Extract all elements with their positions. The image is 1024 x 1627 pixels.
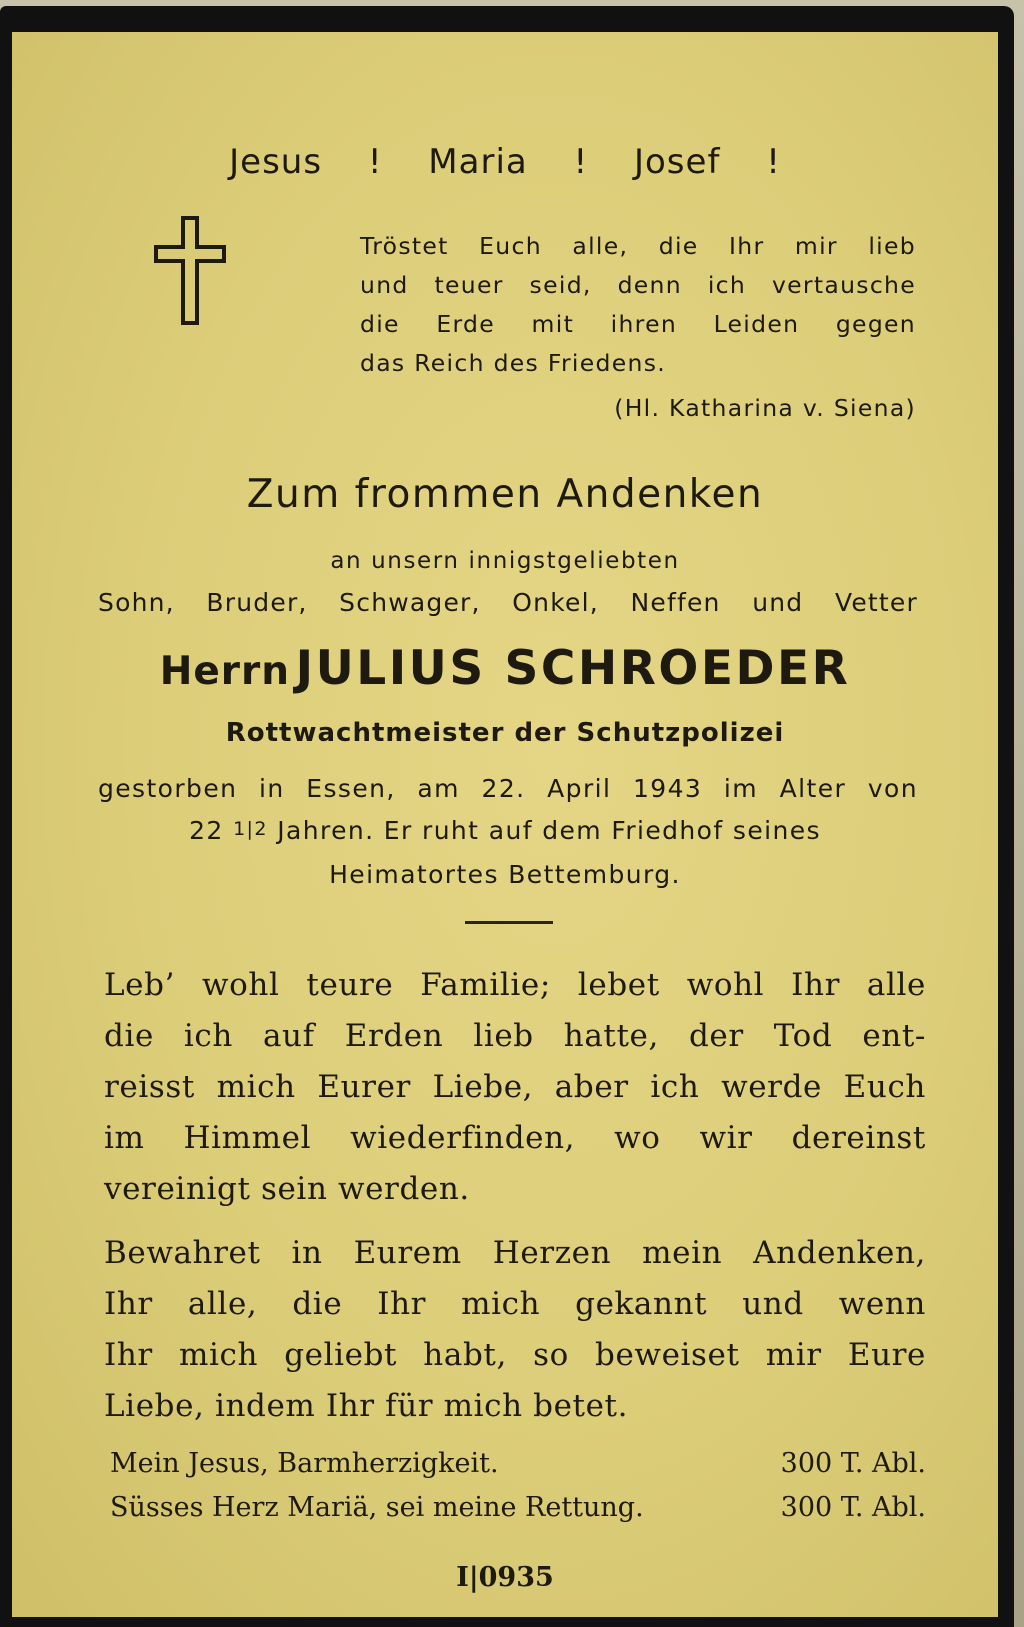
deceased-name: [12, 641, 998, 696]
farewell-line: reisst mich Eurer Liebe, aber ich werde Euch: [104, 1069, 926, 1105]
rank-line: Rottwachtmeister der Schutzpolizei: [225, 718, 785, 748]
indulgence-amount: 300 T. Abl.: [780, 1448, 926, 1479]
full-name: JULIUS SCHROEDER: [295, 641, 851, 696]
memorial-card: [12, 32, 998, 1617]
quote-line: die Erde mit ihren Leiden gegen: [360, 310, 916, 338]
farewell-line: Ihr alle, die Ihr mich gekannt und wenn: [104, 1286, 926, 1322]
divider-rule: [465, 921, 553, 924]
quote-source: (Hl. Katharina v. Siena): [614, 394, 916, 422]
farewell-paragraph-1: [104, 960, 926, 1215]
relations-line: Sohn, Bruder, Schwager, Onkel, Neffen und Vetter: [98, 588, 918, 617]
farewell-line: die ich auf Erden lieb hatte, der Tod ent-: [104, 1018, 926, 1054]
farewell-line: im Himmel wiederfinden, wo wir dereinst: [104, 1120, 926, 1156]
cross-icon: [152, 215, 228, 327]
age-rest: Jahren. Er ruht auf dem Friedhof seines: [277, 816, 821, 845]
indulgence-amount: 300 T. Abl.: [780, 1492, 926, 1523]
prayer-line: [110, 1492, 926, 1523]
quote-line: und teuer seid, denn ich vertausche: [360, 271, 916, 299]
quote-line: das Reich des Friedens.: [360, 349, 667, 377]
farewell-line: Bewahret in Eurem Herzen mein Andenken,: [104, 1235, 926, 1271]
prayer-line: [110, 1448, 926, 1479]
farewell-line: Ihr mich geliebt habt, so beweiset mir Eure: [104, 1337, 926, 1373]
death-line: gestorben in Essen, am 22. April 1943 im Alter von: [98, 774, 918, 803]
age-line: [12, 816, 998, 845]
dedication-line: an unsern innigstgeliebten: [330, 548, 680, 574]
consolation-quote: [360, 227, 916, 383]
honorific: Herrn: [159, 649, 291, 694]
prayer-text: Süsses Herz Mariä, sei meine Rettung.: [110, 1492, 644, 1523]
memorial-title: Zum frommen Andenken: [246, 472, 764, 517]
print-code: I|0935: [456, 1562, 554, 1593]
age-number: 22: [189, 816, 224, 845]
quote-line: Tröstet Euch alle, die Ihr mir lieb: [360, 232, 916, 260]
farewell-line: Liebe, indem Ihr für mich betet.: [104, 1388, 629, 1424]
prayer-text: Mein Jesus, Barmherzigkeit.: [110, 1448, 499, 1479]
farewell-paragraph-2: [104, 1228, 926, 1432]
burial-place: Heimatortes Bettemburg.: [329, 860, 681, 889]
farewell-line: vereinigt sein werden.: [104, 1171, 470, 1207]
farewell-line: Leb’ wohl teure Familie; lebet wohl Ihr alle: [104, 967, 926, 1003]
memorial-card-border: [0, 6, 1014, 1627]
age-fraction: 1|2: [233, 818, 268, 840]
invocation-header: Jesus ! Maria ! Josef !: [229, 142, 781, 182]
